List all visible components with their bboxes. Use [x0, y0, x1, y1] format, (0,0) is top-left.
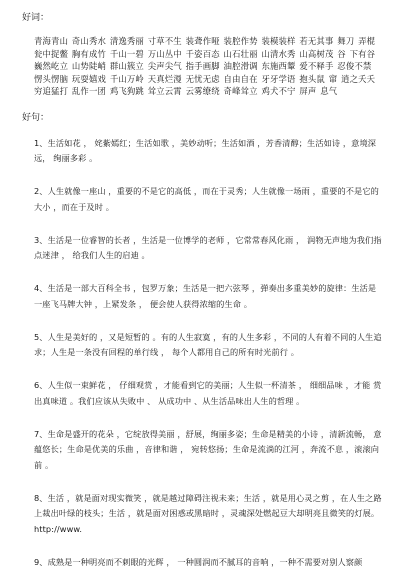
- sentence-item: 7、生命是盛开的花朵 ，它绽放得美丽 ，舒展，绚丽多姿；生命是精美的小诗 ，清新流畅， 意蕴悠长；生命是优美的乐曲 ，音律和谐 ， 宛转悠扬；生命是流淌的江河 ，奔流不息 ，滚滚向前 。: [34, 428, 382, 470]
- sentence-item: 4、生活是一部大百科全书 ，包罗万象；生活是一把六弦琴 ，弹奏出多重美妙的旋律：生活是一座飞马牌大钟 ，上紧发条 ， 便会使人获得浓缩的生命 。: [34, 283, 377, 309]
- good-words-line: 愣头愣脑 玩耍嬉戏 千山万岭 天真烂漫 无忧无虑 自由自在 牙牙学语 抱头鼠 窜 逍之夭夭: [34, 73, 376, 84]
- sentence-item: 2、人生就像一座山 ，重要的不是它的高低 ，而在于灵秀；人生就像一场雨 ，重要的不是它的大小 ，而在于及时 。: [34, 186, 379, 212]
- good-words-line: 青海青山 奇山秀水 清逸秀丽 寸草不生 装聋作哑 装腔作势 装模装样 若无其事 舞刀 弄棍: [34, 36, 376, 46]
- sentence-item: 6、人生似一束鲜花 ， 仔细观赏 ，才能看到它的美丽；人生似一杯清茶 ， 细细品味 ，才能 赏出真味道 。我们应该从失败中 、 从成功中 、从生活品味出人生的哲理 。: [34, 380, 382, 406]
- sentence-item: 3、生活是一位睿智的长者 ，生活是一位博学的老师 ，它常常春风化雨 ， 润物无声地为我们指点迷津 ， 给我们人生的启迪 。: [34, 234, 382, 261]
- good-words-list: [22, 35, 384, 98]
- good-words-line: 巍然屹立 山势陡峭 群山簇立 尖声尖气 指手画脚 油腔滑调 东施西颦 爱不释手 忍俊不禁: [34, 61, 372, 72]
- sentence-item: 5、人生是美好的 ，又是短暂的 。有的人生寂寞 ，有的人生多彩 ，不同的人有着不同的人生追求；人生是一条没有回程的单行线 ， 每个人都用自己的所有时光前行 。: [34, 331, 382, 358]
- sentence-item: 8、生活 ，就是面对现实微笑 ，就是越过障碍注视未来；生活 ，就是用心灵之剪 ，在人生之路上裁出叶绿的枝头；生活 ，就是面对困惑或黑暗时 ，灵魂深处燃起豆大却明亮且微笑的灯展。 http://www.: [34, 492, 382, 534]
- good-sentences-list: [22, 136, 384, 570]
- good-words-line: 穷追猛打 乱作一团 鸡飞狗跳 耸立云霄 云雾缭绕 奇峰耸立 鸡犬不宁 屏声 息气: [34, 86, 338, 97]
- good-words-line: 瓮中捉鳖 胸有成竹 千山一碧 万山丛中 千姿百态 山石壮丽 山清水秀 山高树茂 谷 下有谷: [34, 48, 376, 59]
- sentence-item: 9、成熟是一种明亮而不刺眼的光辉 ， 一种圆润而不腻耳的音响 ，一种不需要对别人察颜: [34, 556, 363, 567]
- good-sentences-heading: 好句：: [22, 112, 50, 123]
- sentence-item: 1、生活如花 ， 姹紫嫣红；生活如歌 ，美妙动听；生活如酒 ，芳香清醇；生活如诗 ，意境深 远， 绚丽多彩 。: [34, 137, 377, 164]
- good-words-heading: 好词：: [22, 13, 50, 23]
